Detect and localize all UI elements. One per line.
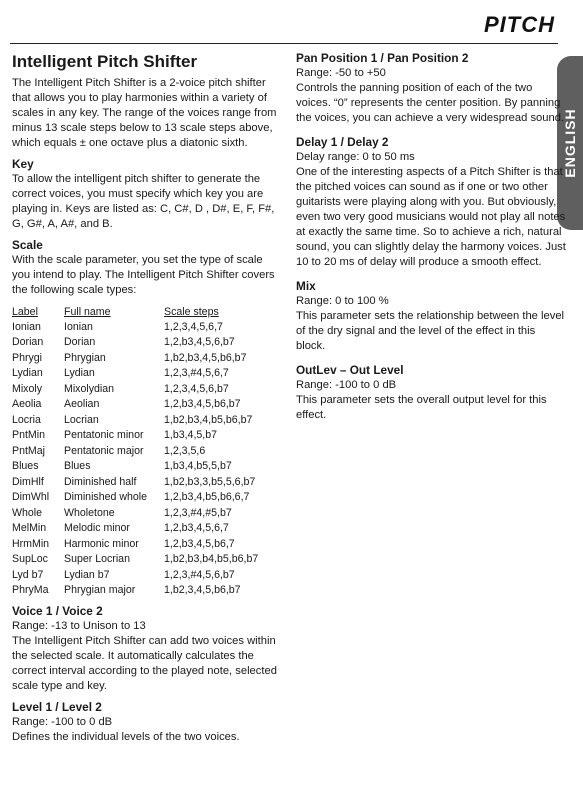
scale-full-name-cell: Dorian — [64, 336, 96, 349]
scale-label-cell: Phrygi — [12, 351, 43, 364]
scale-full-name-cell: Lydian b7 — [64, 568, 110, 581]
scale-heading: Scale — [12, 238, 43, 252]
page-header-title: PITCH — [484, 12, 555, 37]
scale-steps-cell: 1,b3,4,b5,5,b7 — [164, 460, 232, 473]
table-row — [12, 567, 274, 583]
scale-label-cell: Dorian — [12, 336, 44, 349]
scale-label-cell: Whole — [12, 506, 43, 519]
table-row — [12, 536, 274, 552]
scale-full-name-cell: Ionian — [64, 320, 93, 333]
table-row — [12, 366, 274, 382]
table-row — [12, 552, 274, 568]
scale-steps-cell: 1,2,b3,4,5,b6,7 — [164, 537, 235, 550]
language-tab-label: ENGLISH — [562, 108, 578, 178]
table-row — [12, 443, 274, 459]
table-row — [12, 521, 274, 537]
outlev-range: Range: -100 to 0 dB — [296, 379, 397, 391]
table-row — [12, 428, 274, 444]
scale-steps-cell: 1,2,b3,4,5,b6,b7 — [164, 398, 241, 411]
outlev-heading: OutLev – Out Level — [296, 363, 404, 377]
scale-full-name-cell: Harmonic minor — [64, 537, 139, 550]
scale-full-name-cell: Aeolian — [64, 398, 100, 411]
scale-label-cell: Blues — [12, 460, 39, 473]
mix-heading: Mix — [296, 279, 316, 293]
scale-label-cell: SupLoc — [12, 553, 48, 566]
scale-steps-cell: 1,2,b3,4,5,6,b7 — [164, 336, 235, 349]
scale-description: With the scale parameter, you set the type of scale you intend to play. The Intelligent Pitch Shifter covers the following scale types: — [12, 254, 275, 296]
scale-table-body — [12, 319, 274, 598]
voice-heading: Voice 1 / Voice 2 — [12, 604, 103, 618]
scale-label-cell: Lydian — [12, 367, 43, 380]
scale-steps-cell: 1,b2,b3,4,b5,b6,b7 — [164, 413, 253, 426]
pan-heading: Pan Position 1 / Pan Position 2 — [296, 51, 469, 65]
left-column — [12, 52, 278, 745]
scale-label-cell: PhryMa — [12, 584, 49, 597]
scale-label-cell: MelMin — [12, 522, 47, 535]
key-heading: Key — [12, 157, 34, 171]
scale-steps-cell: 1,2,3,4,5,6,7 — [164, 320, 223, 333]
scale-label-cell: HrmMin — [12, 537, 50, 550]
scale-steps-cell: 1,2,3,4,5,6,b7 — [164, 382, 229, 395]
voice-description: The Intelligent Pitch Shifter can add two voices within the selected scale. It automatically calculates the correct interval according to the played note, selected scale type and key. — [12, 635, 277, 692]
delay-description: One of the interesting aspects of a Pitch Shifter is that the pitched voices can sound as if one or two other guitarists were playing along with you. But obviously, even two very good musicians would not play all notes at exactly the same time. So to achieve a rich, natural sound, you can slightly delay the harmony voices. Just 10 to 20 ms of delay will produce a smooth effect. — [296, 166, 566, 268]
pan-range: Range: -50 to +50 — [296, 67, 386, 79]
scale-label-cell: PntMaj — [12, 444, 45, 457]
scale-label-cell: Aeolia — [12, 398, 42, 411]
scale-label-cell: PntMin — [12, 429, 45, 442]
header-divider — [10, 43, 558, 44]
scale-full-name-cell: Phrygian major — [64, 584, 136, 597]
scale-label-cell: Locria — [12, 413, 41, 426]
scale-full-name-cell: Mixolydian — [64, 382, 115, 395]
level-description: Defines the individual levels of the two voices. — [12, 731, 240, 743]
right-column — [296, 51, 566, 423]
table-row — [12, 335, 274, 351]
scale-full-name-cell: Pentatonic major — [64, 444, 144, 457]
scale-full-name-cell: Blues — [64, 460, 91, 473]
scale-steps-cell: 1,2,3,#4,5,6,7 — [164, 367, 229, 380]
scale-steps-cell: 1,2,3,#4,#5,b7 — [164, 506, 232, 519]
scale-steps-cell: 1,b3,4,5,b7 — [164, 429, 218, 442]
mix-range: Range: 0 to 100 % — [296, 295, 389, 307]
scale-full-name-cell: Super Locrian — [64, 553, 130, 566]
intro-paragraph: The Intelligent Pitch Shifter is a 2-voice pitch shifter that allows you to play harmonies within a variety of scales in any key. The range of the voices range from minus 13 scale steps below to 13 scale steps above, which equals ± one octave plus a diatonic sixth. — [12, 77, 277, 149]
table-row — [12, 319, 274, 335]
delay-heading: Delay 1 / Delay 2 — [296, 135, 389, 149]
scale-table-header — [12, 304, 274, 319]
scale-label-cell: Lyd b7 — [12, 568, 44, 581]
key-description: To allow the intelligent pitch shifter to generate the correct voices, you must specify which key you are playing in. Keys are listed as: C, C#, D , D#, E, F, F#, G, G#, A, A#, and B. — [12, 173, 275, 230]
scale-full-name-cell: Pentatonic minor — [64, 429, 144, 442]
section-title: Intelligent Pitch Shifter — [12, 52, 198, 71]
table-row — [12, 412, 274, 428]
scale-steps-cell: 1,2,3,#4,5,6,b7 — [164, 568, 235, 581]
scale-full-name-cell: Diminished half — [64, 475, 137, 488]
scale-steps-cell: 1,b2,b3,b4,b5,b6,b7 — [164, 553, 259, 566]
table-row — [12, 397, 274, 413]
table-row — [12, 583, 274, 599]
scale-label-cell: Mixoly — [12, 382, 43, 395]
column-header-label: Label — [12, 305, 38, 318]
scale-table — [12, 304, 274, 598]
scale-label-cell: DimWhl — [12, 491, 50, 504]
mix-description: This parameter sets the relationship between the level of the dry signal and the level of the effect in this block. — [296, 310, 565, 352]
scale-full-name-cell: Lydian — [64, 367, 95, 380]
scale-steps-cell: 1,b2,b3,3,b5,5,6,b7 — [164, 475, 256, 488]
table-row — [12, 381, 274, 397]
pan-description: Controls the panning position of each of the two voices. “0” represents the center position. By panning the voices, you can achieve a very widespread sound. — [296, 82, 565, 124]
level-range: Range: -100 to 0 dB — [12, 716, 113, 728]
scale-full-name-cell: Locrian — [64, 413, 99, 426]
level-heading: Level 1 / Level 2 — [12, 700, 102, 714]
scale-steps-cell: 1,2,b3,4,b5,b6,6,7 — [164, 491, 250, 504]
table-row — [12, 490, 274, 506]
scale-full-name-cell: Phrygian — [64, 351, 106, 364]
scale-steps-cell: 1,b2,b3,4,5,b6,b7 — [164, 351, 247, 364]
table-row — [12, 459, 274, 475]
scale-label-cell: Ionian — [12, 320, 41, 333]
voice-range: Range: -13 to Unison to 13 — [12, 620, 146, 632]
scale-label-cell: DimHlf — [12, 475, 44, 488]
column-header-scale-steps: Scale steps — [164, 305, 219, 318]
scale-steps-cell: 1,2,3,5,6 — [164, 444, 206, 457]
delay-range: Delay range: 0 to 50 ms — [296, 151, 415, 163]
column-header-full-name: Full name — [64, 305, 111, 318]
scale-full-name-cell: Melodic minor — [64, 522, 130, 535]
scale-full-name-cell: Wholetone — [64, 506, 115, 519]
table-row — [12, 474, 274, 490]
scale-steps-cell: 1,2,b3,4,5,6,7 — [164, 522, 229, 535]
table-row — [12, 350, 274, 366]
table-row — [12, 505, 274, 521]
outlev-description: This parameter sets the overall output level for this effect. — [296, 394, 547, 421]
scale-steps-cell: 1,b2,3,4,5,b6,b7 — [164, 584, 241, 597]
scale-full-name-cell: Diminished whole — [64, 491, 148, 504]
